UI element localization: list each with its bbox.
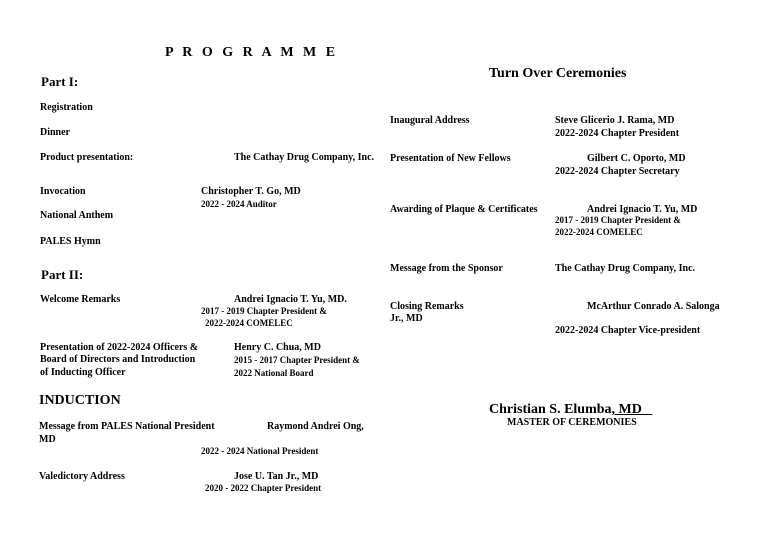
product-presentation-label: Product presentation:: [40, 152, 134, 163]
plaque-name: Andrei Ignacio T. Yu, MD: [587, 204, 698, 215]
message-pales-cont: MD: [39, 434, 56, 445]
closing-label: Closing Remarks: [390, 301, 464, 312]
welcome-label: Welcome Remarks: [40, 294, 121, 305]
closing-cont: Jr., MD: [390, 313, 423, 324]
valedictory-label: Valedictory Address: [39, 471, 125, 482]
part1-heading: Part I:: [41, 74, 79, 89]
presentation-officers-line3: of Inducting Officer: [40, 367, 126, 378]
presentation-officers-name: Henry C. Chua, MD: [234, 342, 321, 353]
inaugural-role: 2022-2024 Chapter President: [555, 128, 680, 139]
sponsor-value: The Cathay Drug Company, Inc.: [555, 263, 696, 274]
valedictory-role: 2020 - 2022 Chapter President: [205, 483, 322, 493]
product-presentation-value: The Cathay Drug Company, Inc.: [234, 152, 375, 163]
sponsor-label: Message from the Sponsor: [390, 263, 503, 274]
turnover-title: Turn Over Ceremonies: [489, 66, 627, 81]
plaque-label: Awarding of Plaque & Certificates: [390, 204, 538, 215]
presentation-officers-role2: 2022 National Board: [234, 368, 314, 378]
emcee-title: MASTER OF CEREMONIES: [507, 417, 637, 428]
fellows-role: 2022-2024 Chapter Secretary: [555, 166, 680, 177]
message-pales-role: 2022 - 2024 National President: [201, 446, 319, 456]
presentation-officers-line1: Presentation of 2022-2024 Officers &: [40, 342, 199, 353]
message-pales-name: Raymond Andrei Ong,: [267, 421, 364, 432]
plaque-role1: 2017 - 2019 Chapter President &: [555, 215, 681, 225]
programme-title: P R O G R A M M E: [165, 45, 339, 60]
inaugural-label: Inaugural Address: [390, 115, 470, 126]
presentation-officers-line2: Board of Directors and Introduction: [40, 354, 196, 365]
welcome-name: Andrei Ignacio T. Yu, MD.: [234, 294, 347, 305]
fellows-name: Gilbert C. Oporto, MD: [587, 153, 686, 164]
pales-hymn-item: PALES Hymn: [40, 236, 101, 247]
closing-role: 2022-2024 Chapter Vice-president: [555, 325, 701, 336]
plaque-role2: 2022-2024 COMELEC: [555, 227, 643, 237]
invocation-name: Christopher T. Go, MD: [201, 186, 301, 197]
emcee-name: Christian S. Elumba: [489, 402, 612, 417]
welcome-role2: 2022-2024 COMELEC: [205, 318, 293, 328]
invocation-role: 2022 - 2024 Auditor: [201, 199, 277, 209]
national-anthem-item: National Anthem: [40, 210, 114, 221]
emcee-name-line: [489, 403, 652, 417]
presentation-officers-role1: 2015 - 2017 Chapter President &: [234, 355, 360, 365]
fellows-label: Presentation of New Fellows: [390, 153, 511, 164]
dinner-item: Dinner: [40, 127, 70, 138]
welcome-role1: 2017 - 2019 Chapter President &: [201, 306, 327, 316]
part2-heading: Part II:: [41, 267, 84, 282]
valedictory-name: Jose U. Tan Jr., MD: [234, 471, 319, 482]
emcee-suffix: , MD: [611, 402, 642, 417]
closing-name: McArthur Conrado A. Salonga: [587, 301, 720, 312]
message-pales-label: Message from PALES National President: [39, 421, 215, 432]
registration-item: Registration: [40, 102, 93, 113]
inaugural-name: Steve Glicerio J. Rama, MD: [555, 115, 675, 126]
invocation-label: Invocation: [40, 186, 86, 197]
induction-heading: INDUCTION: [39, 393, 121, 408]
